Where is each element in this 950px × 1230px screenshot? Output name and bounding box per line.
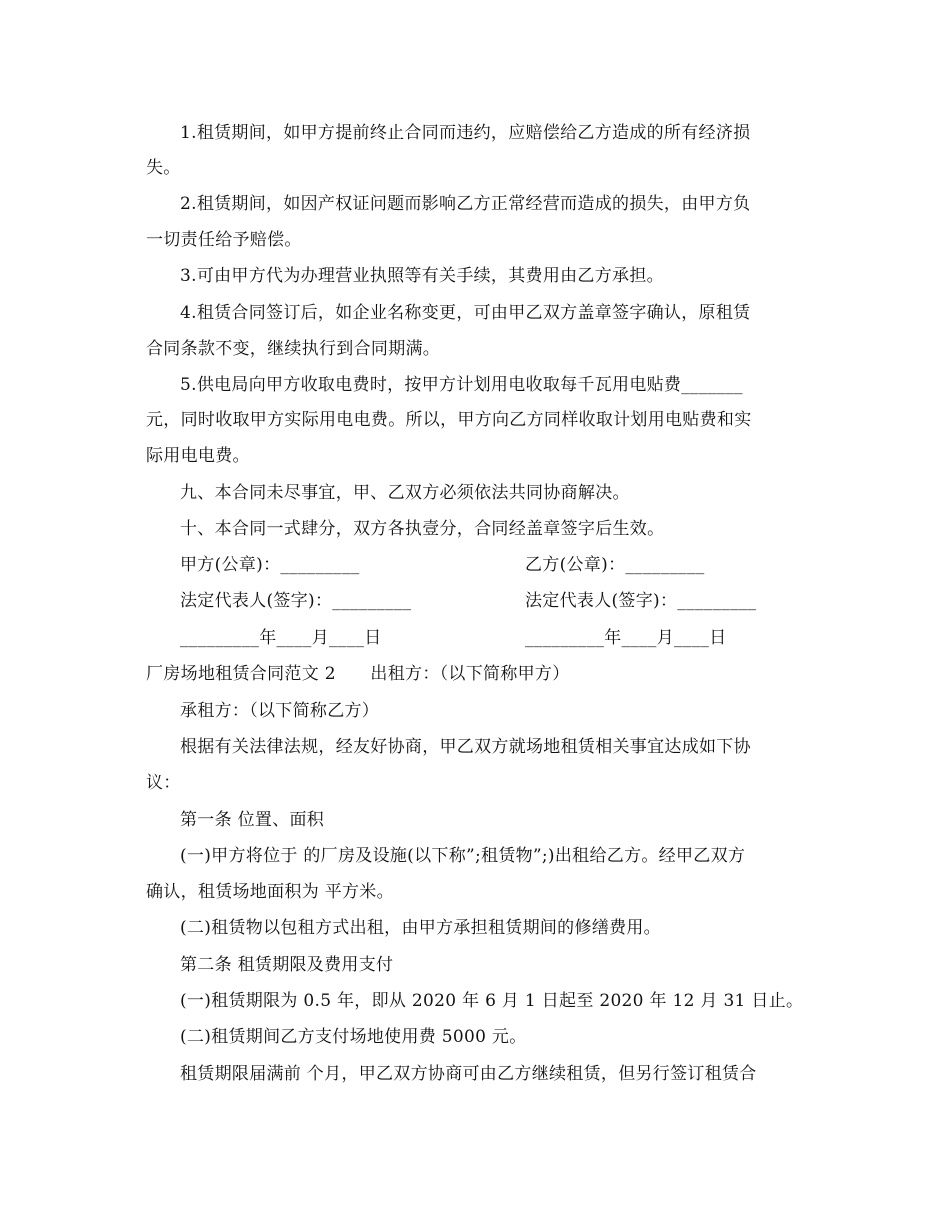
article-two-item-2: (二)租赁期间乙方支付场地使用费 5000 元。 xyxy=(180,1027,527,1047)
article-one-item-1-line-2: 确认，租赁场地面积为 平方米。 xyxy=(146,882,394,902)
party-b-seal: 乙方(公章)：_________ xyxy=(525,555,705,575)
clause-2-line-1: 2.租赁期间，如因产权证问题而影响乙方正常经营而造成的损失，由甲方负 xyxy=(180,194,751,214)
clause-5-line-1: 5.供电局向甲方收取电费时，按甲方计划用电收取每千瓦用电贴费_______ xyxy=(180,375,743,395)
clause-1-line-1: 1.租赁期间，如甲方提前终止合同而违约，应赔偿给乙方造成的所有经济损 xyxy=(180,123,751,143)
clause-2-line-2: 一切责任给予赔偿。 xyxy=(146,230,302,250)
article-one-heading: 第一条 位置、面积 xyxy=(180,810,325,830)
clause-5-line-3: 际用电电费。 xyxy=(146,446,250,466)
party-b-representative: 法定代表人(签字)：_________ xyxy=(525,591,757,611)
section-nine: 九、本合同未尽事宜，甲、乙双方必须依法共同协商解决。 xyxy=(180,483,630,503)
article-one-item-1-line-1: (一)甲方将位于 的厂房及设施(以下称”;租赁物”;)出租给乙方。经甲乙双方 xyxy=(180,846,746,866)
clause-4-line-1: 4.租赁合同签订后，如企业名称变更，可由甲乙双方盖章签字确认，原租赁 xyxy=(180,303,751,323)
article-two-heading: 第二条 租赁期限及费用支付 xyxy=(180,955,394,975)
clause-1-line-2: 失。 xyxy=(146,158,181,178)
clause-5-line-2: 元，同时收取甲方实际用电电费。所以，甲方向乙方同样收取计划用电贴费和实 xyxy=(146,410,752,430)
article-two-renewal: 租赁期限届满前 个月，甲乙双方协商可由乙方继续租赁，但另行签订租赁合 xyxy=(180,1064,757,1084)
article-one-item-2: (二)租赁物以包租方式出租，由甲方承担租赁期间的修缮费用。 xyxy=(180,918,661,938)
article-two-item-1: (一)租赁期限为 0.5 年，即从 2020 年 6 月 1 日起至 2020 年 12 月 31 日止。 xyxy=(180,991,804,1011)
clause-3: 3.可由甲方代为办理营业执照等有关手续，其费用由乙方承担。 xyxy=(180,266,664,286)
lessee-line: 承租方：（以下简称乙方） xyxy=(180,701,380,721)
party-a-representative: 法定代表人(签字)：_________ xyxy=(180,591,412,611)
preamble-line-1: 根据有关法律法规，经友好协商，甲乙双方就场地租赁相关事宜达成如下协 xyxy=(180,737,751,757)
preamble-line-2: 议： xyxy=(146,773,181,793)
template-2-heading: 厂房场地租赁合同范文 2 出租方：（以下简称甲方） xyxy=(146,664,570,684)
party-a-seal: 甲方(公章)：_________ xyxy=(180,555,360,575)
clause-4-line-2: 合同条款不变，继续执行到合同期满。 xyxy=(146,339,441,359)
party-b-date: _________年____月____日 xyxy=(525,628,727,648)
party-a-date: _________年____月____日 xyxy=(180,628,382,648)
section-ten: 十、本合同一式肆分，双方各执壹分，合同经盖章签字后生效。 xyxy=(180,519,665,539)
